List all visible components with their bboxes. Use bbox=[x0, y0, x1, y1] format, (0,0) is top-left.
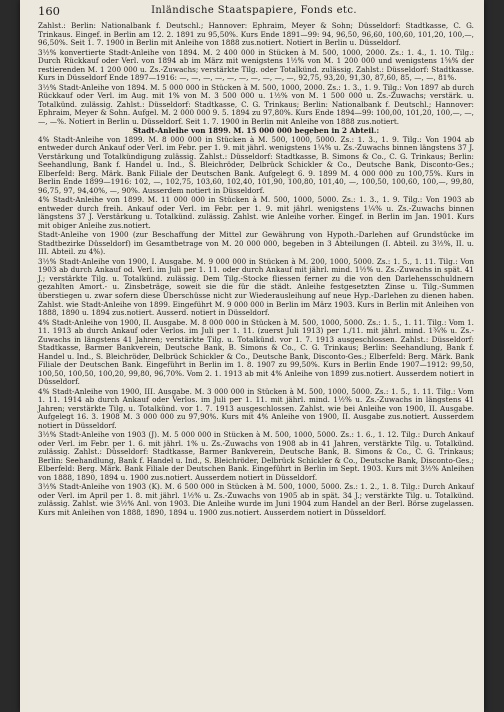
page-number: 160 bbox=[38, 4, 60, 18]
paragraph-anleihe-1894: 3½% Stadt-Anleihe von 1894. M. 5 000 000 in Stücken à M. 500, 1000, 2000. Zs.: 1. 3., 1. 9. Tilg.: Von 1897 ab durch Rückkauf oder Verl. im Aug. mit 1% von M. 3 500 000 u. 1½% von M. 1 500 000 u. Zs.-Zuwachs; verstärk. u. Totalkünd. zulässig. Zahlst.: Düsseldorf: Stadtkasse, C. G. Trinkaus; Berlin: Nationalbank f. Deutschl.; Hannover: Ephraim, Meyer & Sohn. Aufgel. M. 2 000 000 9. 5. 1894 zu 97,80%. Kurs Ende 1894—99: 100,00, 101,20, 100,—, —, —, —%. Notiert in Berlin u. Düsseldorf. Seit 1. 7. 1900 in Berlin mit Anleihe von 1888 zus.notiert. bbox=[38, 82, 474, 126]
paragraph-anleihe-1900-i: 3½% Stadt-Anleihe von 1900, I. Ausgabe. M. 9 000 000 in Stücken à M. 200, 1000, 5000. Zs.: 1. 5., 1. 11. Tilg.: Von 1903 ab durch Ankauf od. Verl. im Juli per 1. 11. oder durch Ankauf mit jährl. mind. 1½% u. Zs.-Zuwachs in spät. 41 J.; verstärkte Tilg. u. Totalkünd. zulässig. Dem Tilg.-Stocke fliessen ferner zu die von den Darlehensschuldnern gezahlten Amort.- u. Zinsbeträge, soweit sie die für die städt. Anleihe festgesetzten Zinse u. Tilg.-Summen überstiegen u. zwar sofern diese Überschüsse nicht zur Wiederausleihung auf neue Hyp.-Darlehen zu dienen haben. Zahlst. wie Stadt-Anleihe von 1899. Eingeführt M. 9 000 000 in Berlin im März 1903. Kurs in Berlin mit Anleihen von 1888, 1890 u. 1894 zus.notiert. Ausserd. notiert in Düsseldorf. bbox=[38, 256, 474, 318]
section-heading-anleihe-1899: Stadt-Anleihe von 1899. M. 15 000 000 begeben in 2 Abteil.: bbox=[132, 126, 380, 136]
paragraph-anleihe-1894-konvertiert: 3½% konvertierte Stadt-Anleihe von 1894. M. 2 400 000 in Stücken à M. 500, 1000, 2000. Zs.: 1. 4., 1. 10. Tilg.: Durch Rückkauf oder Verl. von 1894 ab im März mit wenigstens 1½% von M. 1 200 000 und wenigstens 1⅝% der restierenden M. 1 200 000 u. Zs.-Zuwachs; verstärkte Tilg. oder Totalkünd. zulässig. Zahlst.: Düsseldorf: Stadtkasse. Kurs in Düsseldorf Ende 1897—1916: —, —, —, —, —, —, —, —, —, —, 92,75, 93,20, 91,30, 87,60, 85, —, —, 81%. bbox=[38, 47, 474, 83]
paragraph-anleihe-1899-b: 4% Stadt-Anleihe von 1899. M. 11 000 000 in Stücken à M. 500, 1000, 5000. Zs.: 1. 3., 1. 9. Tilg.: Von 1903 ab entweder durch freih. Ankauf oder Verl. im Febr. per 1. 9. mit jährl. wenigstens 1¼% u. Zs.-Zuwachs binnen längstens 37 J. Verstärkung u. Totalkünd. zulässig. Zahlst. wie Anleihe vorher. Eingef. in Berlin im Jan. 1901. Kurs mit obiger Anleihe zus.notiert. bbox=[38, 195, 474, 230]
running-title: Inländische Staatspapiere, Fonds etc. bbox=[151, 5, 357, 16]
page-header bbox=[38, 4, 470, 20]
paragraph-anleihe-1900-ii: 4% Stadt-Anleihe von 1900, II. Ausgabe. M. 8 000 000 in Stücken à M. 500, 1000, 5000. Zs.: 1. 5., 1. 11. Tilg.: Vom 1. 11. 1913 ab durch Ankauf oder Verlos. im Juli per 1. 11. (zuerst Juli 1913) per 1./11. mit jährl. mind. 1¾% u. Zs.-Zuwachs in längstens 41 Jahren; verstärkte Tilg. u. Totalkünd. vor 1. 7. 1913 ausgeschlossen. Zahlst.: Düsseldorf: Stadtkasse, Barmer Bankverein, Deutsche Bank, B. Simons & Co., C. G. Trinkaus; Berlin: Seehandlung, Bank f. Handel u. Ind., S. Bleichröder, Delbrück Schickler & Co., Deutsche Bank, Disconto-Ges.; Elberfeld: Berg. Märk. Bank Filiale der Deutschen Bank. Eingeführt in Berlin im 1. 8. 1907 zu 99,50%. Kurs in Berlin Ende 1907—1912: 99,50, 100,50, 100,50, 100,20, 99,80, 96,70%. Vom 2. 1. 1913 ab mit 4% Anleihe von 1899 zus.notiert. Ausserdem notiert in Düsseldorf. bbox=[38, 317, 474, 387]
paragraph-anleihe-1900-iii: 4% Stadt-Anleihe von 1900, III. Ausgabe. M. 3 000 000 in Stücken à M. 500, 1000, 5000. Zs.: 1. 5., 1. 11. Tilg.: Vom 1. 11. 1914 ab durch Ankauf oder Verlos. im Juli per 1. 11. mit jährl. mind. 1½% u. Zs.-Zuwachs in längstens 41 Jahren; verstärkte Tilg. u. Totalkünd. vor 1. 7. 1913 ausgeschlossen. Zahlst. wie bei Anleihe von 1900, II. Ausgabe. Aufgelegt 16. 3. 1908 M. 3 000 000 zu 97,90%. Kurs mit 4% Anleihe von 1900, II. Ausgabe zus.notiert. Ausserdem notiert in Düsseldorf. bbox=[38, 386, 474, 430]
body-text bbox=[38, 22, 474, 708]
paragraph-zahlstellen-1891: Zahlst.: Berlin: Nationalbank f. Deutschl.; Hannover: Ephraim, Meyer & Sohn; Düsseldorf: Stadtkasse, C. G. Trinkaus. Eingef. in Berlin am 12. 2. 1891 zu 95,50%. Kurs Ende 1891—99: 94, 96,50, 96,60, 100,60, 101,20, 100,—, 96,50%. Seit 1. 7. 1900 in Berlin mit Anleihe von 1888 zus.notiert. Notiert in Berlin u. Düsseldorf. bbox=[38, 21, 474, 48]
document-page bbox=[20, 0, 484, 712]
paragraph-anleihe-1900-intro: Stadt-Anleihe von 1900 (zur Beschaffung der Mittel zur Gewährung von Hypoth.-Darlehen auf Grundstücke im Stadtbezirke Düsseldorf) im Gesamtbetrage von M. 20 000 000, begeben in 3 Abteilungen (I. Abteil. zu 3½%, II. u. III. Abteil. zu 4%). bbox=[38, 230, 474, 257]
paragraph-anleihe-1903-k: 3½% Stadt-Anleihe von 1903 (K). M. 6 500 000 in Stücken à M. 500, 1000, 5000. Zs.: 1. 2., 1. 8. Tilg.: Durch Ankauf oder Verl. im April per 1. 8. mit jährl. 1½% u. Zs.-Zuwachs von 1905 ab in spät. 34 J.; verstärkte Tilg. u. Totalkünd. zulässig. Zahlst. wie 3½% Anl. von 1903. Die Anleihe wurde im Juni 1904 zum Handel an der Berl. Börse zugelassen. Kurs mit Anleihen von 1888, 1890, 1894 u. 1900 zus.notiert. Ausserdem notiert in Düsseldorf. bbox=[38, 482, 474, 517]
paragraph-anleihe-1899-a: 4% Stadt-Anleihe von 1899. M. 8 000 000 in Stücken à M. 500, 1000, 5000. Zs.: 1. 3., 1. 9. Tilg.: Von 1904 ab entweder durch Ankauf oder Verl. im Febr. per 1. 9. mit jährl. wenigstens 1¼% u. Zs.-Zuwachs binnen längstens 37 J. Verstärkung und Totalkündigung zulässig. Zahlst.: Düsseldorf: Stadtkasse, B. Simons & Co., C. G. Trinkaus; Berlin: Seehandlung, Bank f. Handel u. Ind., S. Bleichröder, Delbrück Schickler & Co., Deutsche Bank, Disconto-Ges.; Elberfeld: Berg. Märk. Bank Filiale der Deutschen Bank. Aufgelegt 6. 9. 1899 M. 4 000 000 zu 100,75%. Kurs in Berlin Ende 1899—1916: 102, —, 102,75, 103,60, 102,40, 101,90, 100,80, 101,40, —, 100,50, 100,60, 100,—, 99,80, 96,75, 97, 94,40%, —, 90%. Ausserdem notiert in Düsseldorf. bbox=[38, 134, 474, 195]
paragraph-anleihe-1903-j: 3½% Stadt-Anleihe von 1903 (J). M. 5 000 000 in Stücken à M. 500, 1000, 5000. Zs.: 1. 6., 1. 12. Tilg.: Durch Ankauf oder Verl. im Febr. per 1. 6. mit jährl. 1% u. Zs.-Zuwachs von 1908 ab in 41 Jahren, verstärkte Tilg. u. Totalkünd. zulässig. Zahlst.: Düsseldorf: Stadtkasse, Barmer Bankverein, Deutsche Bank, B. Simons & Co., C. G. Trinkaus; Berlin: Seehandlung, Bank f. Handel u. Ind., S. Bleichröder, Delbrück Schickler & Co., Deutsche Bank, Disconto-Ges.; Elberfeld: Berg. Märk. Bank Filiale der Deutschen Bank. Eingeführt in Berlin im Sept. 1903. Kurs mit 3½% Anleihen von 1888, 1890, 1894 u. 1900 zus.notiert. Ausserdem notiert in Düsseldorf. bbox=[38, 430, 474, 482]
